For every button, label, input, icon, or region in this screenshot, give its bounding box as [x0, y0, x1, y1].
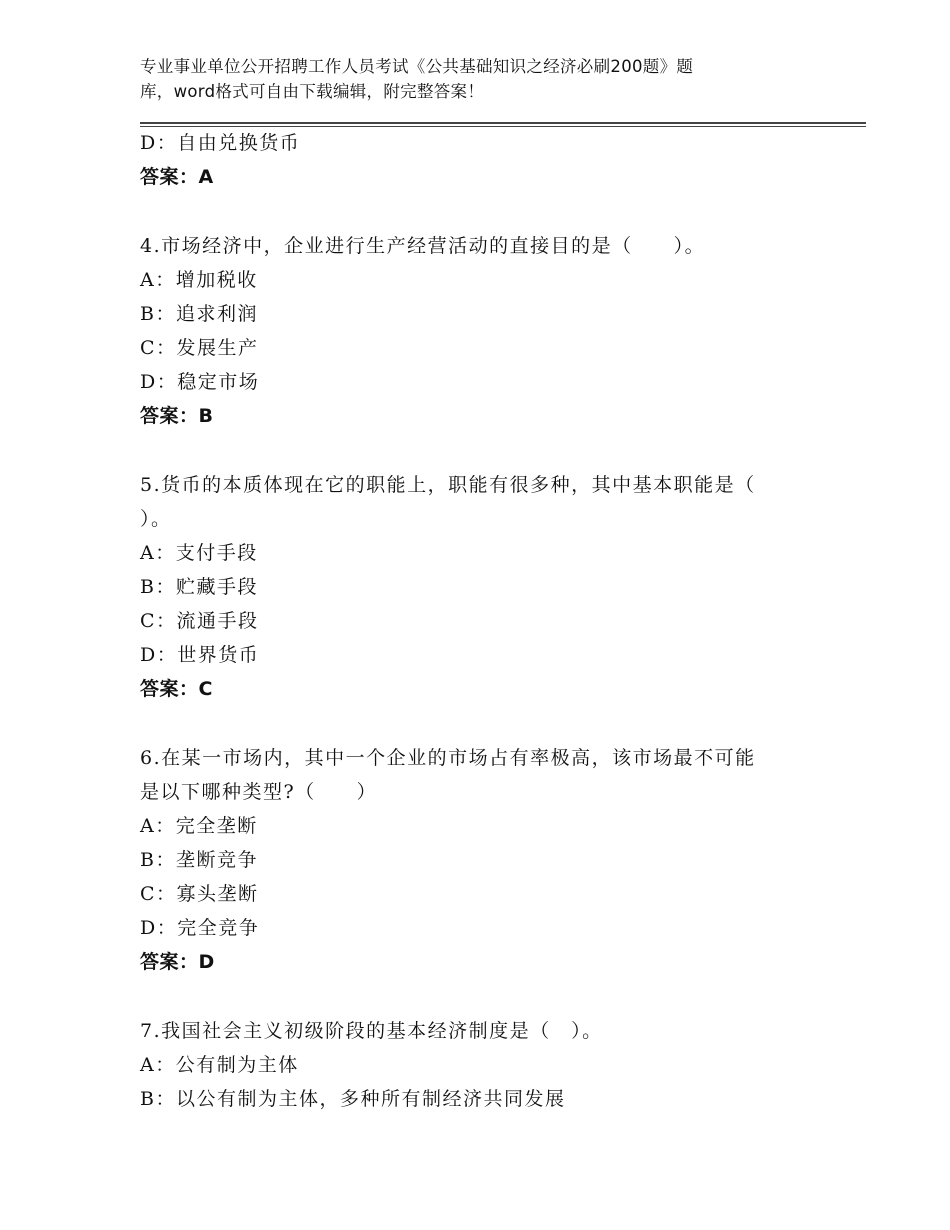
answer-label: 答案：A	[140, 166, 214, 188]
question-block-3	[140, 126, 840, 194]
option-d: D：完全竞争	[140, 917, 260, 939]
question-text-line-2: 是以下哪种类型?（ ）	[140, 781, 378, 803]
option-c: C：流通手段	[140, 610, 259, 632]
header-title-line-2: 库，word格式可自由下载编辑，附完整答案！	[140, 82, 485, 101]
question-text: 7.我国社会主义初级阶段的基本经济制度是（ ）。	[140, 1020, 603, 1042]
answer-label: 答案：B	[140, 405, 214, 427]
header-title-line-1: 专业事业单位公开招聘工作人员考试《公共基础知识之经济必刷200题》题	[140, 57, 694, 76]
option-b: B：追求利润	[140, 303, 258, 325]
option-d: D：世界货币	[140, 644, 260, 666]
option-c: C：寡头垄断	[140, 883, 259, 905]
question-text-line-1: 5.货币的本质体现在它的职能上，职能有很多种，其中基本职能是（	[140, 474, 756, 496]
option-b: B：贮藏手段	[140, 576, 258, 598]
option-d: D：自由兑换货币	[140, 132, 301, 154]
option-b: B：以公有制为主体，多种所有制经济共同发展	[140, 1088, 566, 1110]
question-text-line-2: ）。	[140, 508, 172, 530]
question-block-5	[140, 468, 840, 706]
spacer	[140, 433, 840, 468]
question-block-6	[140, 741, 840, 979]
spacer	[140, 194, 840, 229]
option-a: A：支付手段	[140, 542, 258, 564]
question-text-line-1: 6.在某一市场内，其中一个企业的市场占有率极高，该市场最不可能	[140, 747, 756, 769]
option-a: A：公有制为主体	[140, 1054, 299, 1076]
document-body	[140, 126, 840, 1116]
question-text: 4.市场经济中，企业进行生产经营活动的直接目的是（ ）。	[140, 235, 706, 257]
option-c: C：发展生产	[140, 337, 259, 359]
option-d: D：稳定市场	[140, 371, 260, 393]
option-a: A：增加税收	[140, 269, 258, 291]
document-header	[140, 54, 780, 104]
question-block-7	[140, 1014, 840, 1116]
option-a: A：完全垄断	[140, 815, 258, 837]
spacer	[140, 706, 840, 741]
spacer	[140, 979, 840, 1014]
option-b: B：垄断竞争	[140, 849, 258, 871]
answer-label: 答案：C	[140, 678, 213, 700]
header-divider-thick	[140, 122, 866, 124]
question-block-4	[140, 229, 840, 433]
answer-label: 答案：D	[140, 951, 215, 973]
